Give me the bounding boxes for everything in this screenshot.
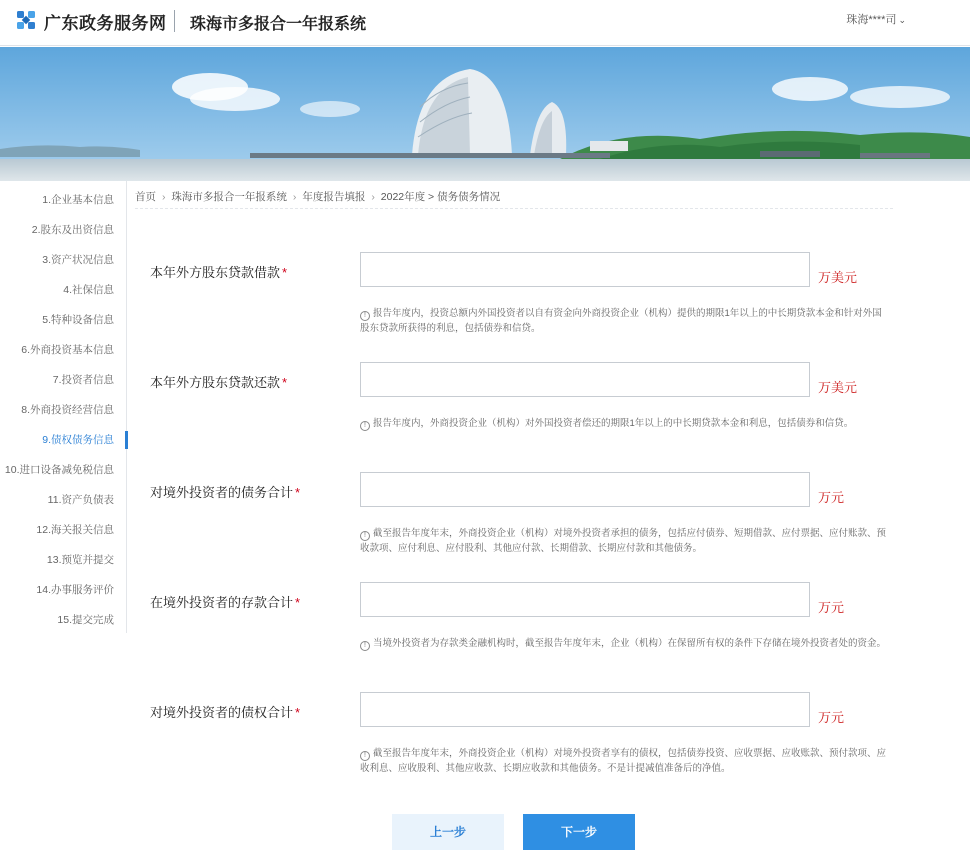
breadcrumb (135, 189, 893, 209)
field-hint (360, 636, 890, 651)
breadcrumb-separator-icon: › (292, 191, 297, 203)
claims-on-foreign-investor-input[interactable] (360, 692, 810, 727)
breadcrumb-home[interactable]: 首页 (135, 191, 156, 203)
sidebar-item-social-security[interactable]: 4.社保信息 (63, 284, 114, 296)
user-name: 珠海****司 (846, 14, 897, 26)
required-mark: * (295, 485, 301, 500)
user-menu[interactable] (846, 11, 906, 27)
required-mark: * (295, 595, 301, 610)
unit-label: 万元 (818, 710, 845, 725)
breadcrumb-system[interactable]: 珠海市多报合一年报系统 (171, 191, 287, 203)
sidebar-item-assets[interactable]: 3.资产状况信息 (42, 254, 114, 266)
field-hint (360, 416, 890, 431)
debt-to-foreign-investor-input[interactable] (360, 472, 810, 507)
sidebar-item-preview-submit[interactable]: 13.预览并提交 (46, 554, 114, 566)
field-label-deposits-at-foreign-investor (150, 592, 300, 611)
shareholder-loan-borrow-input[interactable] (360, 252, 810, 287)
sidebar-item-foreign-investment-operation[interactable]: 8.外商投资经营信息 (21, 404, 114, 416)
hint-text: 报告年度内，外商投资企业（机构）对外国投资者偿还的期限1年以上的中长期贷款本金和利息，包括债券和信贷。 (373, 418, 854, 429)
sidebar-item-debt-credit[interactable]: 9.债权债务信息 (42, 434, 114, 446)
label-text: 本年外方股东贷款还款 (150, 375, 281, 390)
sidebar-item-special-equipment[interactable]: 5.特种设备信息 (42, 314, 114, 326)
hint-text: 截至报告年度年末，外商投资企业（机构）对境外投资者承担的债务，包括应付债券、短期借款、应付票据、应付账款、预收款项、应付利息、应付股利、其他应付款、长期借款、长期应付款和其他债务。 (360, 528, 887, 554)
step-sidebar (0, 181, 127, 633)
label-text: 本年外方股东贷款借款 (150, 265, 281, 280)
hint-text: 报告年度内，投资总额内外国投资者以自有资金向外商投资企业（机构）提供的期限1年以上的中长期贷款本金和针对外国股东贷款所获得的利息，包括债券和信贷。 (360, 308, 882, 334)
unit-label: 万美元 (818, 270, 858, 285)
info-icon: ! (360, 641, 370, 651)
sidebar-item-foreign-investment-basic[interactable]: 6.外商投资基本信息 (21, 344, 114, 356)
field-hint (360, 526, 890, 556)
unit-label: 万元 (818, 600, 845, 615)
field-hint (360, 746, 890, 776)
required-mark: * (282, 265, 288, 280)
sidebar-active-indicator (125, 431, 128, 449)
unit-label: 万元 (818, 490, 845, 505)
sidebar-item-balance-sheet[interactable]: 11.资产负债表 (47, 494, 114, 506)
deposits-at-foreign-investor-input[interactable] (360, 582, 810, 617)
required-mark: * (282, 375, 288, 390)
unit-label: 万美元 (818, 380, 858, 395)
next-step-button[interactable]: 下一步 (523, 814, 635, 850)
breadcrumb-annual-report[interactable]: 年度报告填报 (302, 191, 366, 203)
header-divider (174, 10, 175, 32)
required-mark: * (295, 705, 301, 720)
sidebar-item-investors[interactable]: 7.投资者信息 (52, 374, 114, 386)
top-header (0, 0, 970, 46)
info-icon: ! (360, 421, 370, 431)
sidebar-item-shareholders[interactable]: 2.股东及出资信息 (31, 224, 114, 236)
portal-brand[interactable]: 广东政务服务网 (44, 14, 167, 33)
banner-image (0, 47, 970, 181)
field-label-debt-to-foreign-investor (150, 482, 300, 501)
hint-text: 截至报告年度年末，外商投资企业（机构）对境外投资者享有的债权，包括债券投资、应收票据、应收账款、预付款项、应收利息、应收股利、其他应收款、长期应收款和其他债务。不是计提减值准备后的净值。 (360, 748, 887, 774)
sidebar-item-service-rating[interactable]: 14.办事服务评价 (36, 584, 114, 596)
prev-step-button[interactable]: 上一步 (392, 814, 504, 850)
info-icon: ! (360, 751, 370, 761)
sidebar-item-import-duty[interactable]: 10.进口设备减免税信息 (4, 464, 114, 476)
breadcrumb-separator-icon: › (162, 191, 166, 203)
info-icon: ! (360, 531, 370, 541)
field-label-claims-on-foreign-investor (150, 702, 300, 721)
label-text: 对境外投资者的债务合计 (150, 485, 294, 500)
info-icon: ! (360, 311, 370, 321)
system-title: 珠海市多报合一年报系统 (190, 16, 367, 33)
shareholder-loan-repay-input[interactable] (360, 362, 810, 397)
sidebar-item-company-basic[interactable]: 1.企业基本信息 (42, 194, 114, 206)
field-label-shareholder-loan-borrow (150, 262, 287, 281)
field-hint (360, 306, 890, 336)
label-text: 在境外投资者的存款合计 (150, 595, 294, 610)
hint-text: 当境外投资者为存款类金融机构时，截至报告年度年末，企业（机构）在保留所有权的条件下存储在境外投资者处的资金。 (373, 638, 887, 649)
sidebar-item-complete[interactable]: 15.提交完成 (57, 614, 114, 626)
field-label-shareholder-loan-repay (150, 372, 287, 391)
chevron-down-icon: ⌄ (898, 15, 906, 25)
sidebar-item-customs[interactable]: 12.海关报关信息 (36, 524, 114, 536)
label-text: 对境外投资者的债权合计 (150, 705, 294, 720)
guangdong-logo-icon[interactable] (14, 8, 38, 32)
breadcrumb-separator-icon: › (371, 191, 375, 203)
breadcrumb-current: 2022年度 > 债务债务情况 (380, 191, 501, 203)
